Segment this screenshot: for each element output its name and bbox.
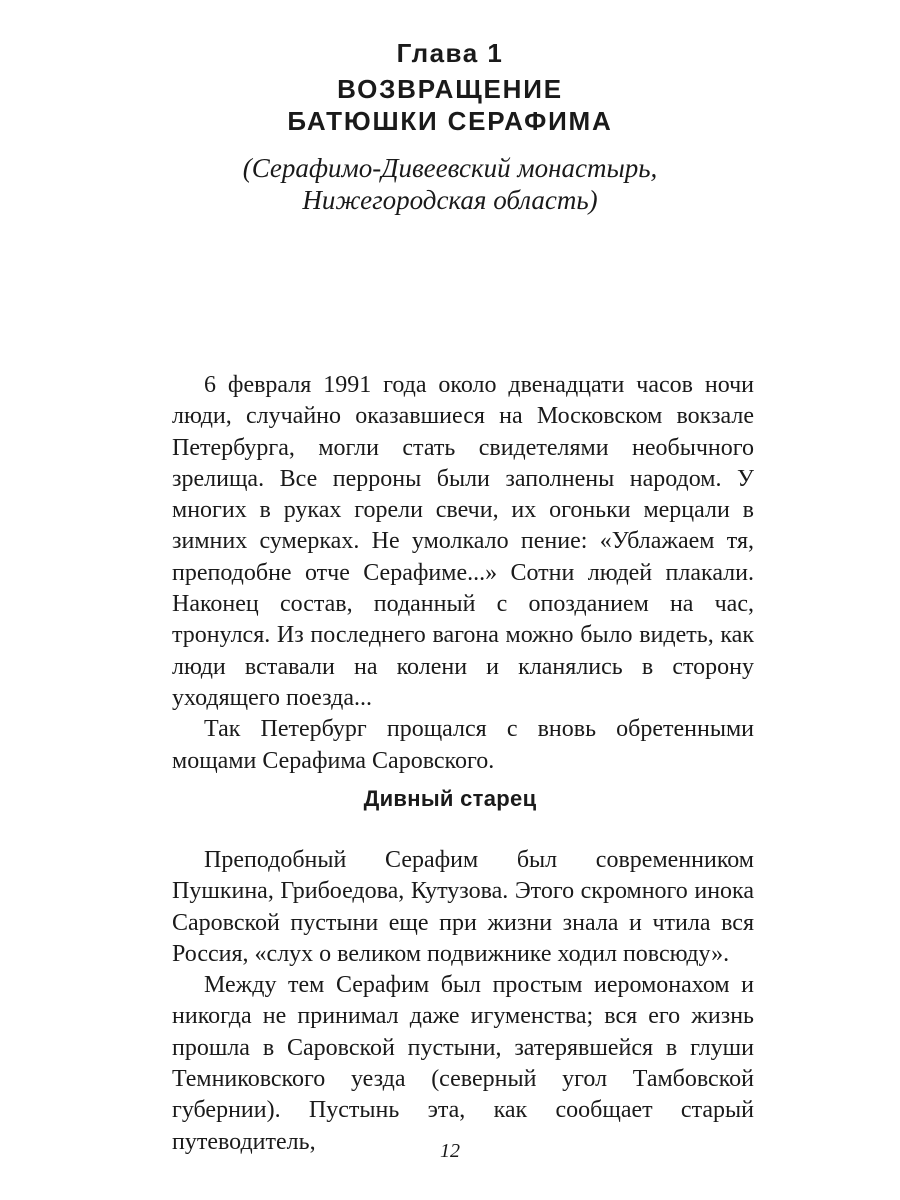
chapter-title: [0, 73, 900, 137]
section-paragraph-2: Между тем Серафим был простым иеромонахом и никогда не принимал даже игуменства; вся его жизнь прошла в Саровской пустыни, затерявшейся в глуши Темниковского уезда (северный угол Тамбовской губернии). Пустынь эта, как сообщает старый путеводитель,: [172, 972, 754, 1155]
intro-paragraph-1: 6 февраля 1991 года около двенадцати часов ночи люди, случайно оказавшиеся на Московском вокзале Петербурга, могли стать свидетелями необычного зрелища. Все перроны были заполнены народом. У многих в руках горели свечи, их огоньки мерцали в зимних сумерках. Не умолкало пение: «Ублажаем тя, преподобне отче Серафиме...» Сотни людей плакали. Наконец состав, поданный с опозданием на час, тронулся. Из последнего вагона можно было видеть, как люди вставали на колени и кланялись в сторону уходящего поезда...: [172, 372, 754, 711]
chapter-label: Глава 1: [396, 38, 504, 68]
chapter-subtitle-line-2: Нижегородская область): [302, 185, 598, 215]
section-paragraph-1: Преподобный Серафим был современником Пушкина, Грибоедова, Кутузова. Этого скромного инока Саровской пустыни еще при жизни знала и чтила вся Россия, «слух о великом подвижнике ходил повсюду».: [172, 847, 754, 967]
page-number: 12: [440, 1140, 460, 1162]
chapter-title-line-1: ВОЗВРАЩЕНИЕ: [337, 74, 563, 104]
section-text: [172, 845, 754, 1158]
section-heading: Дивный старец: [363, 786, 537, 811]
intro-text: [172, 370, 754, 777]
intro-paragraph-2: Так Петербург прощался с вновь обретенными мощами Серафима Саровского.: [172, 716, 754, 774]
chapter-subtitle: [0, 152, 900, 216]
chapter-subtitle-line-1: (Серафимо-Дивеевский монастырь,: [242, 153, 658, 183]
chapter-title-line-2: БАТЮШКИ СЕРАФИМА: [287, 106, 613, 136]
